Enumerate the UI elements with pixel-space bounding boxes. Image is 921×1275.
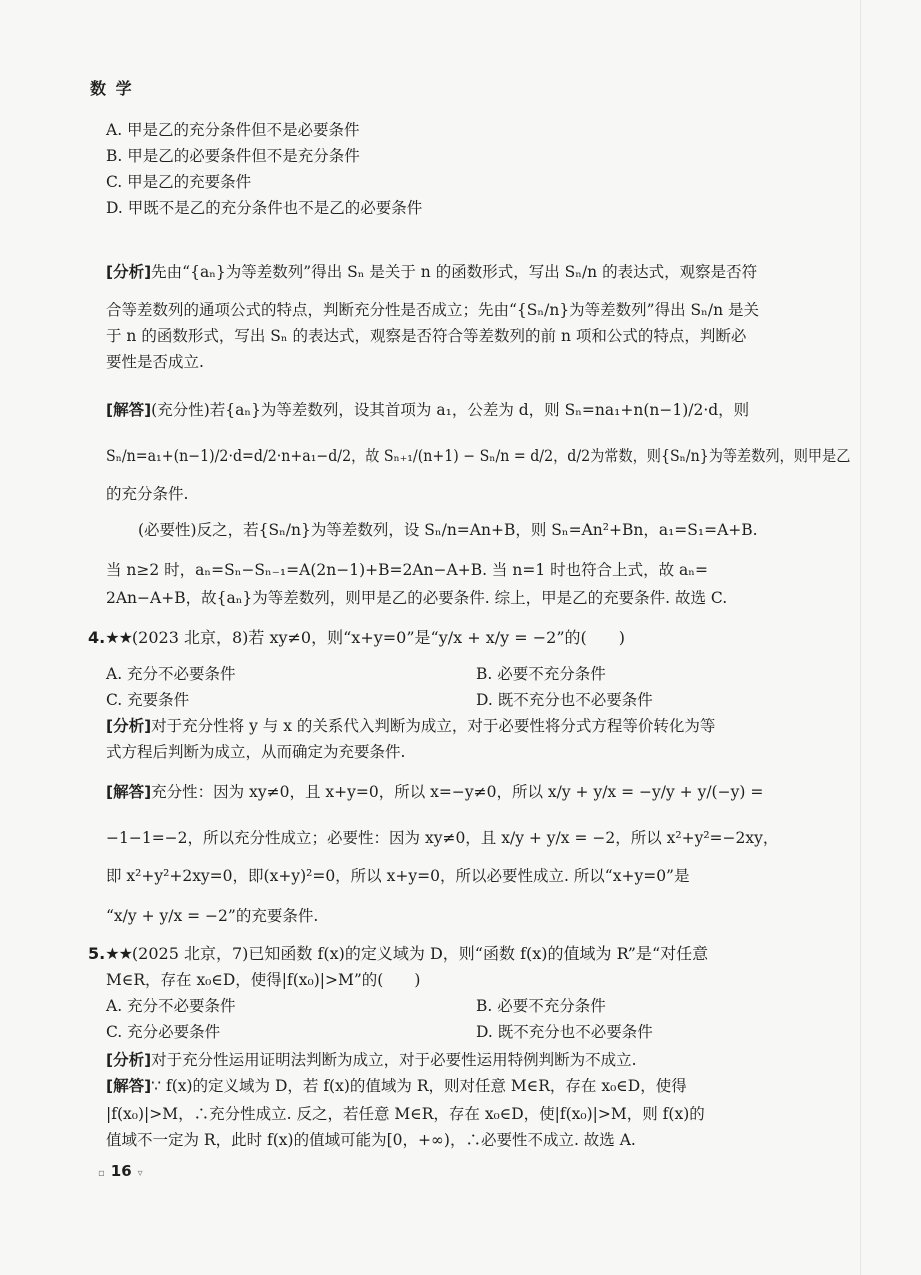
page-footer [92, 1162, 149, 1180]
q4-solution-line-3: 即 x²+y²+2xy=0，即(x+y)²=0，所以 x+y=0，所以必要性成立. 所以“x+y=0”是 [106, 867, 690, 885]
analysis-tag: [分析] [106, 1051, 152, 1069]
q4-analysis-line-1 [106, 716, 715, 736]
q5-solution-line-2: |f(x₀)|>M，∴充分性成立. 反之，若任意 M∈R，存在 x₀∈D，使|f(x₀)|>M，则 f(x)的 [106, 1105, 705, 1123]
q3-solution-line-1 [106, 400, 749, 420]
difficulty-stars-icon: ★★ [105, 628, 132, 647]
q5-option-a: A. 充分不必要条件 [106, 997, 236, 1015]
difficulty-stars-icon: ★★ [105, 944, 132, 963]
q4-option-c: C. 充要条件 [106, 691, 190, 709]
solution-text: (充分性)若{aₙ}为等差数列，设其首项为 a₁，公差为 d，则 Sₙ=na₁+n(n−1)/2·d，则 [151, 401, 750, 419]
analysis-tag: [分析] [106, 717, 152, 735]
q4-solution-line-4: “x/y + y/x = −2”的充要条件. [106, 907, 319, 925]
analysis-text: 先由“{aₙ}为等差数列”得出 Sₙ 是关于 n 的函数形式，写出 Sₙ/n 的表达式，观察是否符 [151, 263, 758, 281]
q3-solution-line-3: 的充分条件. [106, 485, 189, 503]
q5-option-b: B. 必要不充分条件 [476, 997, 606, 1015]
q4-option-a: A. 充分不必要条件 [106, 665, 236, 683]
q3-analysis-line-4: 要性是否成立. [106, 353, 204, 371]
q4-option-d: D. 既不充分也不必要条件 [476, 691, 653, 709]
footer-right-dot-icon: ▿ [137, 1168, 143, 1179]
q3-solution-line-5: 当 n≥2 时，aₙ=Sₙ−Sₙ₋₁=A(2n−1)+B=2An−A+B. 当 n=1 时也符合上式，故 aₙ= [106, 561, 708, 579]
q3-analysis-line-1 [106, 262, 757, 282]
q3-analysis-line-3: 于 n 的函数形式，写出 Sₙ 的表达式，观察是否符合等差数列的前 n 项和公式的特点，判断必 [106, 327, 747, 345]
q3-analysis-line-2: 合等差数列的通项公式的特点，判断充分性是否成立；先由“{Sₙ/n}为等差数列”得出 Sₙ/n 是关 [106, 301, 759, 319]
q4-option-b: B. 必要不充分条件 [476, 665, 606, 683]
q3-option-c: C. 甲是乙的充要条件 [106, 173, 252, 191]
q5-stem-text: (2025 北京，7)已知函数 f(x)的定义域为 D，则“函数 f(x)的值域为 R”是“对任意 [131, 944, 709, 963]
subject-header: 数 学 [90, 79, 134, 98]
q3-solution-line-4: (必要性)反之，若{Sₙ/n}为等差数列，设 Sₙ/n=An+B，则 Sₙ=An²+Bn，a₁=S₁=A+B. [138, 521, 758, 539]
q4-stem [88, 628, 625, 648]
solution-tag: [解答] [106, 1077, 152, 1095]
q5-stem-line-2: M∈R，存在 x₀∈D，使得|f(x₀)|>M”的( ) [106, 971, 421, 989]
q3-solution-line-2: Sₙ/n=a₁+(n−1)/2·d=d/2·n+a₁−d/2，故 Sₙ₊₁/(n+1) − Sₙ/n = d/2，d/2为常数，则{Sₙ/n}为等差数列，则甲是乙 [106, 447, 851, 465]
analysis-text: 对于充分性运用证明法判断为成立，对于必要性运用特例判断为不成立. [151, 1051, 637, 1069]
page-number: 16 [110, 1162, 132, 1180]
q5-solution-line-1 [106, 1076, 687, 1096]
q5-solution-line-3: 值域不一定为 R，此时 f(x)的值域可能为[0，+∞)，∴必要性不成立. 故选 A. [106, 1131, 636, 1149]
q4-solution-line-2: −1−1=−2，所以充分性成立；必要性：因为 xy≠0，且 x/y + y/x = −2，所以 x²+y²=−2xy， [106, 829, 779, 847]
solution-tag: [解答] [106, 401, 152, 419]
q5-option-c: C. 充分必要条件 [106, 1023, 221, 1041]
solution-tag: [解答] [106, 783, 152, 801]
q3-option-b: B. 甲是乙的必要条件但不是充分条件 [106, 147, 360, 165]
analysis-text: 对于充分性将 y 与 x 的关系代入判断为成立，对于必要性将分式方程等价转化为等 [151, 717, 716, 735]
footer-left-dot-icon: ▫ [98, 1168, 105, 1179]
solution-text: ∵ f(x)的定义域为 D，若 f(x)的值域为 R，则对任意 M∈R，存在 x₀∈D，使得 [151, 1077, 687, 1095]
analysis-tag: [分析] [106, 263, 152, 281]
q4-analysis-line-2: 式方程后判断为成立，从而确定为充要条件. [106, 743, 406, 761]
q5-analysis [106, 1050, 637, 1070]
q5-stem-line-1 [88, 944, 708, 964]
solution-text: 充分性：因为 xy≠0，且 x+y=0，所以 x=−y≠0，所以 x/y + y/x = −y/y + y/(−y) = [151, 783, 764, 801]
q3-option-a: A. 甲是乙的充分条件但不是必要条件 [106, 121, 360, 139]
q5-option-d: D. 既不充分也不必要条件 [476, 1023, 653, 1041]
q4-number: 4. [88, 628, 106, 647]
q3-solution-line-6: 2An−A+B，故{aₙ}为等差数列，则甲是乙的必要条件. 综上，甲是乙的充要条件. 故选 C. [106, 589, 728, 607]
q4-stem-text: (2023 北京，8)若 xy≠0，则“x+y=0”是“y/x + x/y = −2”的( ) [131, 628, 626, 647]
q5-number: 5. [88, 944, 106, 963]
q3-option-d: D. 甲既不是乙的充分条件也不是乙的必要条件 [106, 199, 423, 217]
page-edge [860, 0, 861, 1275]
q4-solution-line-1 [106, 782, 763, 802]
